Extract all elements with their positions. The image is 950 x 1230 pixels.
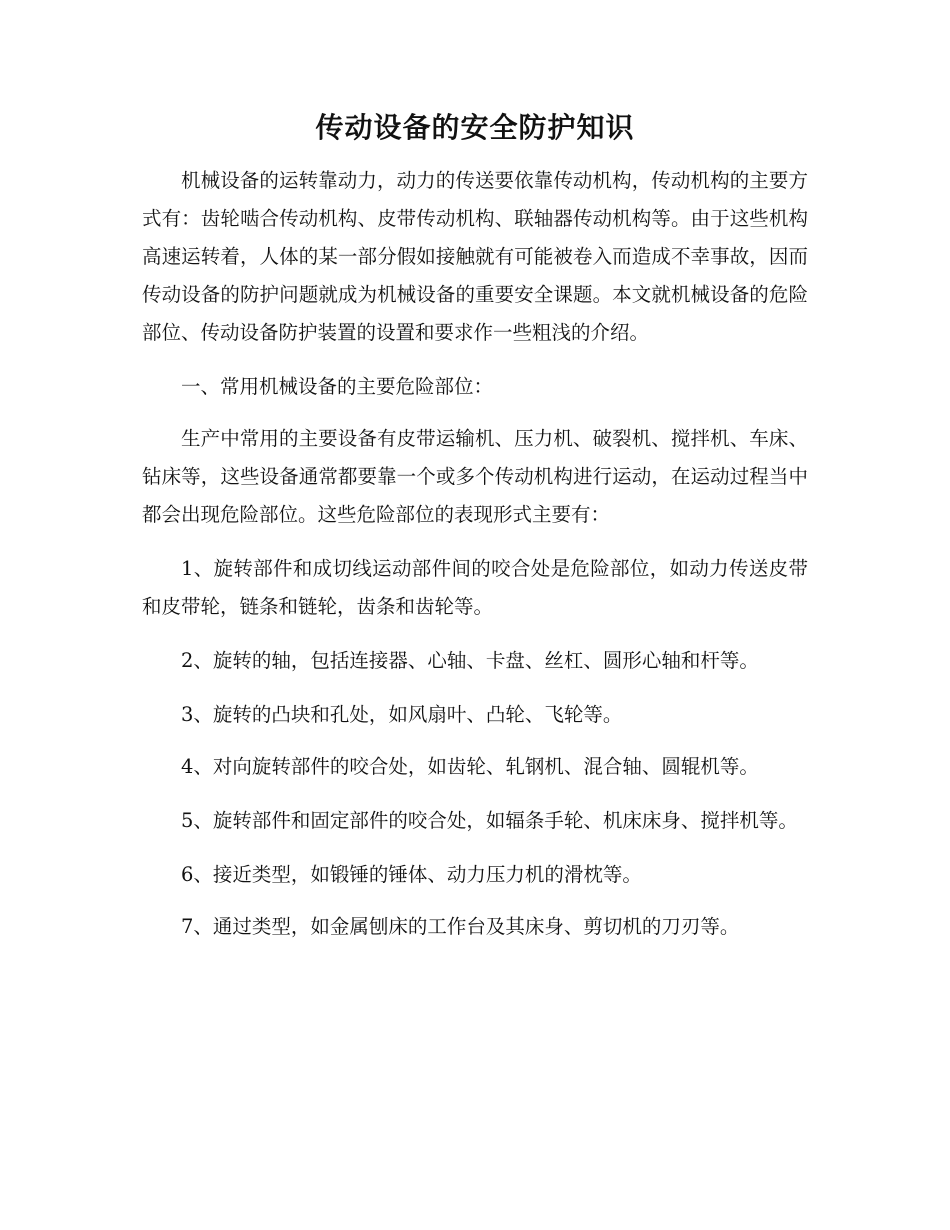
section-paragraph: 生产中常用的主要设备有皮带运输机、压力机、破裂机、搅拌机、车床、钻床等，这些设备通常都要靠一个或多个传动机构进行运动，在运动过程当中都会出现危险部位。这些危险部位的表现形式主要有：	[142, 427, 808, 526]
list-item-7: 7、通过类型，如金属刨床的工作台及其床身、剪切机的刀刃等。	[181, 915, 740, 938]
section-heading: 一、常用机械设备的主要危险部位：	[181, 375, 494, 398]
document-body	[142, 162, 808, 960]
list-item-6: 6、接近类型，如锻锤的锤体、动力压力机的滑枕等。	[181, 863, 642, 886]
intro-paragraph: 机械设备的运转靠动力，动力的传送要依靠传动机构，传动机构的主要方式有：齿轮啮合传动机构、皮带传动机构、联轴器传动机构等。由于这些机构高速运转着，人体的某一部分假如接触就有可能被卷入而造成不幸事故，因而传动设备的防护问题就成为机械设备的重要安全课题。本文就机械设备的危险部位、传动设备防护装置的设置和要求作一些粗浅的介绍。	[142, 169, 808, 344]
list-item-5: 5、旋转部件和固定部件的咬合处，如辐条手轮、机床床身、搅拌机等。	[181, 809, 798, 832]
document-title: 传动设备的安全防护知识	[315, 111, 635, 144]
list-item-2: 2、旋转的轴，包括连接器、心轴、卡盘、丝杠、圆形心轴和杆等。	[181, 649, 759, 672]
list-item-3: 3、旋转的凸块和孔处，如风扇叶、凸轮、飞轮等。	[181, 703, 623, 726]
list-item-1: 1、旋转部件和成切线运动部件间的咬合处是危险部位，如动力传送皮带和皮带轮，链条和链轮，齿条和齿轮等。	[142, 557, 808, 618]
list-item-4: 4、对向旋转部件的咬合处，如齿轮、轧钢机、混合轴、圆辊机等。	[181, 755, 759, 778]
